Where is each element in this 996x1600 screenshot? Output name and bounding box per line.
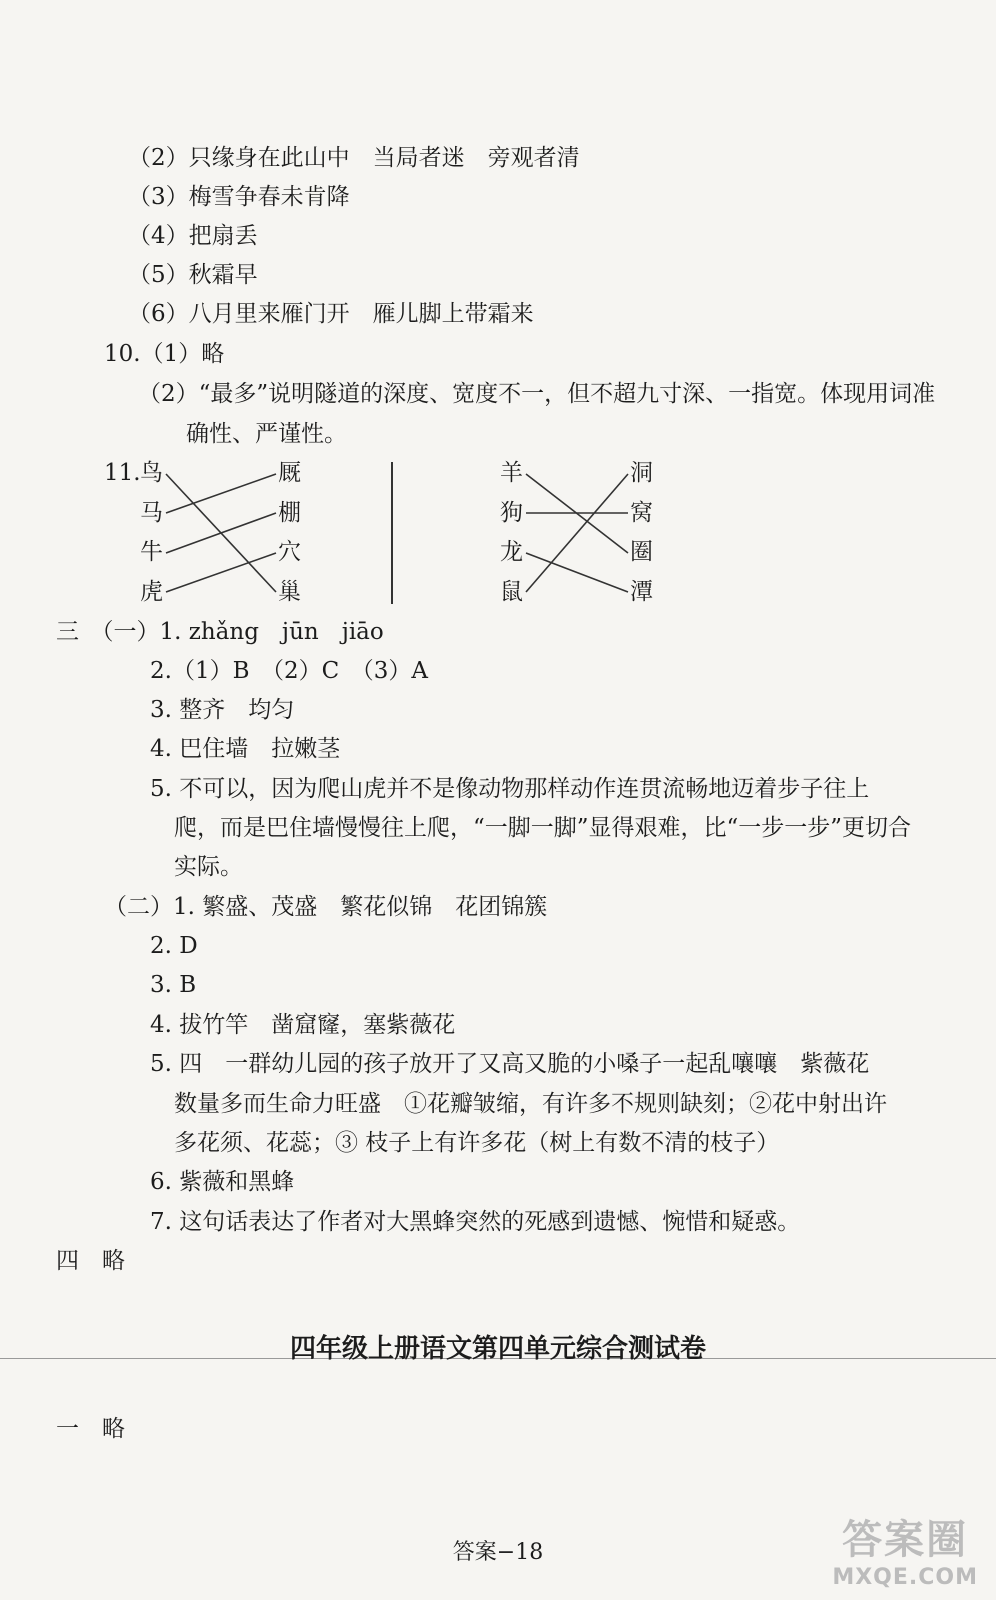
right-home: 窝 [630, 500, 653, 526]
answer-line-2-3: （3）梅雪争春未肯降 [128, 184, 350, 210]
right-animal: 鼠 [500, 579, 523, 605]
section-3-line-1: 三 （一）1. zhǎng jūn jiāo [56, 619, 384, 645]
answer-line-10-2: （2）“最多”说明隧道的深度、宽度不一，但不超九寸深、一指宽。体现用词准 [138, 381, 936, 407]
right-animal: 狗 [500, 500, 523, 526]
answer-line-2-4: （4）把扇丢 [128, 223, 258, 249]
page-footer: 答案−18 [452, 1540, 544, 1565]
section-3-2-line-7: 7. 这句话表达了作者对大黑蜂突然的死感到遗憾、惋惜和疑惑。 [150, 1209, 801, 1235]
section-3-line-4: 4. 巴住墙 拉嫩茎 [150, 736, 341, 762]
answer-line-2-6: （6）八月里来雁门开 雁儿脚上带霜来 [128, 301, 534, 327]
section-3-line-5-cont1: 爬，而是巴住墙慢慢往上爬，“一脚一脚”显得艰难，比“一步一步”更切合 [174, 815, 912, 841]
right-animal: 龙 [500, 539, 523, 565]
left-home: 穴 [278, 539, 301, 565]
section-3-line-3: 3. 整齐 均匀 [150, 697, 295, 723]
match-line [166, 474, 276, 513]
left-animal: 牛 [140, 539, 163, 565]
question-number-11: 11. [104, 460, 141, 486]
section-3-2-line-1: （二）1. 繁盛、茂盛 繁花似锦 花团锦簇 [104, 894, 548, 920]
watermark-url: MXQE.COM [832, 1565, 978, 1590]
section-3-2-line-6: 6. 紫薇和黑蜂 [150, 1169, 295, 1195]
section-3-2-line-5-cont1: 数量多而生命力旺盛 ①花瓣皱缩，有许多不规则缺刻；②花中射出许 [174, 1091, 887, 1117]
section-3-2-line-5: 5. 四 一群幼儿园的孩子放开了又高又脆的小嗓子一起乱嚷嚷 紫薇花 [150, 1051, 870, 1077]
section-1-line: 一 略 [56, 1416, 125, 1442]
right-home: 洞 [630, 460, 653, 486]
left-animal: 鸟 [140, 460, 163, 486]
answer-line-2-2: （2）只缘身在此山中 当局者迷 旁观者清 [128, 145, 580, 171]
match-line [166, 513, 276, 553]
section-3-2-line-2: 2. D [150, 933, 198, 959]
section-3-2-line-3: 3. B [150, 972, 197, 998]
section-4-line: 四 略 [56, 1248, 125, 1274]
section-3-2-line-5-cont2: 多花须、花蕊；③ 枝子上有许多花（树上有数不清的枝子） [174, 1130, 780, 1156]
section-3-line-5-cont2: 实际。 [174, 854, 243, 880]
section-3-line-5: 5. 不可以，因为爬山虎并不是像动物那样动作连贯流畅地迈着步子往上 [150, 776, 870, 802]
left-home: 巢 [278, 579, 301, 605]
answer-line-10-2-cont: 确性、严谨性。 [186, 421, 347, 447]
answer-line-10-1: 10.（1）略 [104, 341, 225, 367]
match-line [166, 553, 276, 592]
left-home: 厩 [278, 460, 301, 486]
test-title: 四年级上册语文第四单元综合测试卷 [289, 1334, 706, 1364]
watermark-logo: 答案圈 [842, 1517, 969, 1563]
watermark [832, 1508, 978, 1590]
right-home: 潭 [630, 579, 653, 605]
right-animal: 羊 [500, 460, 523, 486]
left-animal: 马 [140, 500, 163, 526]
match-line [526, 553, 628, 592]
left-animal: 虎 [140, 579, 163, 605]
right-home: 圈 [630, 539, 653, 565]
match-line [526, 474, 628, 592]
answer-line-2-5: （5）秋霜早 [128, 262, 258, 288]
left-home: 棚 [278, 500, 301, 526]
section-3-2-line-4: 4. 拔竹竿 凿窟窿，塞紫薇花 [150, 1012, 456, 1038]
section-3-line-2: 2.（1）B （2）C （3）A [150, 658, 428, 684]
